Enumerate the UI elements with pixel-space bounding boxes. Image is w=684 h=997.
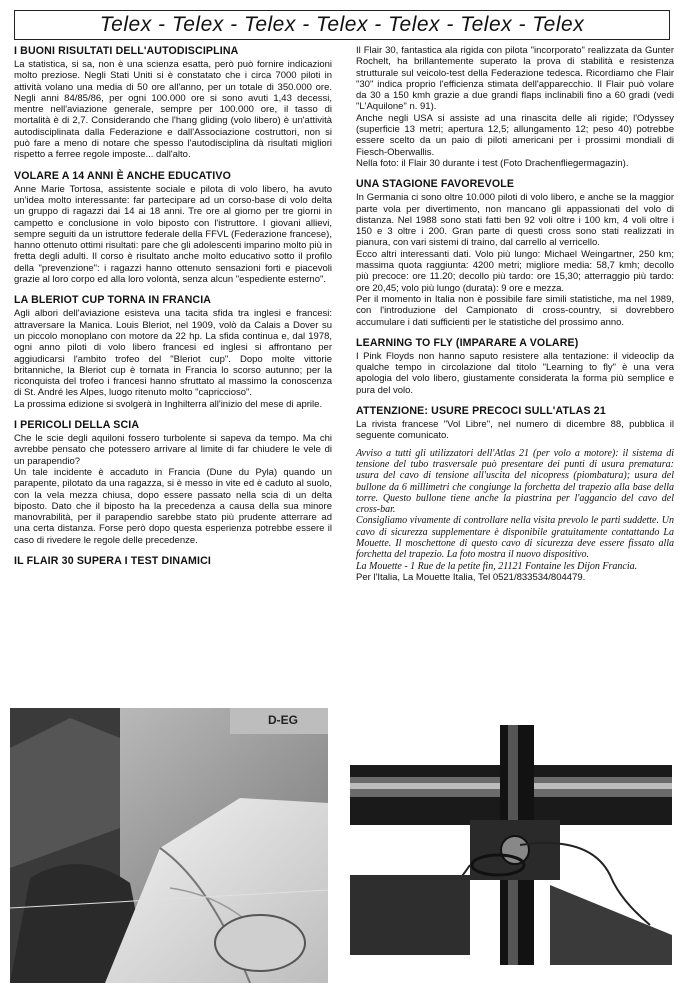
article-body: La rivista francese "Vol Libre", nel numero di dicembre 88, pubblica il seguente comunicato. [356,419,674,442]
article-pericoli-scia [14,419,332,546]
article-flair-30-continued [356,45,674,169]
article-body: La prossima edizione si svolgerà in Inghilterra all'inizio del mese di aprile. [14,398,323,410]
article-body: Per il momento in Italia non è possibile fare simili statistiche, ma nel 1989, con l'introduzione del Campionato di cross-country, si dovrebbero accumulare i dati sufficienti per le statistiche del prossimo anno. [356,293,674,328]
notice-text: Avviso a tutti gli utilizzatori dell'Atlas 21 (per volo a motore): il sistema di tensione del tubo trasversale può presentare dei punti di usura prematura: usura del cavo di tensione all'uscita del nicopress (piombatura); usura del bullone da 6 millimetri che congiunge la forchetta del trapezio alla base della torre. Questo bullone tiene anche la piastrina per l'aggancio del cavo del cross-bar. [356,447,674,516]
notice-text: Consigliamo vivamente di controllare nella visita prevolo le parti suddette. Un cavo di sicurezza supplementare è disponibile gratuitamente contattando La Mouette. Il moschettone di questo cavo di sicurezza deve essere fissato alla forchetta del trapezio. La foto mostra il nuovo dispositivo. [356,515,674,561]
left-column [14,45,332,569]
photo-caption: Nella foto: il Flair 30 durante i test (Foto Drachenfliegermagazin). [356,157,629,169]
article-learning-to-fly [356,337,674,396]
article-body: Agli albori dell'aviazione esisteva una tacita sfida tra inglesi e francesi: attraversare la Manica. Louis Bleriot, nel 1909, volò da Calais a Dover su un piccolo monoplano con motore da 22 hp. La sfida continua e, dal 1978, ogni anno piloti di volo libero francesi ed inglesi si affrontano per aggiudicarsi l'ambito trofeo del "Bleriot cup". Dopo molte vittorie britanniche, la Bleriot cup è tornata in Francia lo scorso autunno; per la riconquista del trofeo i francesi hanno sfruttato al massimo la conoscenza di St. André les Alpes, luogo ritenuto molto "capriccioso". [14,308,332,399]
article-body: I Pink Floyds non hanno saputo resistere alla tentazione: il videoclip da qualche tempo in circolazione dal titolo "Learning to fly" è una vera apologia del volo libero, giustamente considerata la forma più semplice e pura del volo. [356,350,674,396]
atlas-safety-cable-photo-graphic [350,725,672,965]
article-body: La statistica, si sa, non è una scienza esatta, però può fornire indicazioni molto preziose. Negli Stati Uniti si è constatato che i circa 7000 piloti in attività volano una media di 50 ore all'anno, per un totale di 350.000 ore. Negli anni 84/85/86, per ogni 100.000 ore si sono avuti 1,43 decessi, mentre nell'aviazione generale, sempre per 100.000 ore, il tasso di mortalità è di 2,7. Considerando che l'hang gliding (volo libero) è un'attività autodisciplinata dalla Federazione e dall'Associazione costruttori, non si può fare a meno di notare che spesso l'autodisciplina dà risultati migliori rispetto a ferree regole imposte... dall'alto. [14,59,332,161]
article-body: In Germania ci sono oltre 10.000 piloti di volo libero, e anche se la maggior parte vola per divertimento, non mancano gli appassionati del volo di distanza. Nel 1988 sono stati fatti ben 92 voli oltre i 100 km, 4 voli oltre i 150 e 3 oltre i 200. Gran parte di questi cross sono stati realizzati in pianura, con vari sistemi di traino, dal carrello al verricello. [356,192,674,249]
article-title: ATTENZIONE: USURE PRECOCI SULL'ATLAS 21 [356,405,606,418]
article-atlas-21 [356,405,674,583]
article-title: IL FLAIR 30 SUPERA I TEST DINAMICI [14,554,211,567]
article-title: VOLARE A 14 ANNI È ANCHE EDUCATIVO [14,169,231,182]
article-body: Anche negli USA si assiste ad una rinascita delle ali rigide; l'Odyssey (superficie 13 metri; apertura 12,5; allungamento 12; peso 40) potrebbe essere scelto da un paio di piloti americani per i prossimi mondiali di Fiesch-Oberwallis. [356,112,674,158]
flair-30-photo [10,708,328,983]
telex-banner: Telex - Telex - Telex - Telex - Telex - Telex - Telex [14,10,670,40]
notice-italy-contact: Per l'Italia, La Mouette Italia, Tel 0521/833534/804479. [356,571,586,583]
article-autodisciplina [14,45,332,161]
notice-address: La Mouette - 1 Rue de la petite fin, 21121 Fontaine les Dijon Francia. [356,560,638,572]
article-title: I BUONI RISULTATI DELL'AUTODISCIPLINA [14,45,239,57]
article-bleriot-cup [14,294,332,410]
article-title: I PERICOLI DELLA SCIA [14,419,140,432]
article-body: Il Flair 30, fantastica ala rigida con pilota "incorporato" realizzata da Gunter Rochelt, ha brillantemente superato la prova di stabilità e resistenza strutturale sul veicolo-test della Federazione tedesca. Ricordiamo che Flair "30" indica proprio l'efficienza stimata dell'apparecchio. Il Flair può volare da 30 a 150 kmh grazie a due grandi flaps inclinabili fino a 60 gradi (vedi "L'Aquilone" n. 91). [356,45,674,113]
article-flair-30 [14,555,332,567]
article-title: LA BLERIOT CUP TORNA IN FRANCIA [14,294,212,307]
right-column [356,45,674,592]
article-title: UNA STAGIONE FAVOREVOLE [356,178,515,191]
atlas-safety-cable-photo [350,725,672,965]
article-body: Che le scie degli aquiloni fossero turbolente si sapeva da tempo. Ma chi avrebbe pensato che potessero arrivare al limite di far chiudere le vele di un parapendio? [14,433,332,467]
aircraft-registration: D-EG [268,713,298,727]
article-volare-14 [14,170,332,286]
article-title: LEARNING TO FLY (IMPARARE A VOLARE) [356,336,579,349]
flair-30-photo-graphic [10,708,328,983]
article-body: Un tale incidente è accaduto in Francia (Dune du Pyla) quando un parapente, pilotato da una ragazza, si è messo in vite ed è caduto al suolo, con la vela mezza chiusa, dopo essere passato nella scia di un delta biposto. Dato che il biposto ha la precedenza a causa della sua minore manovrabilità, per il parapendio sarebbe stato più prudente atterrare ad una certa distanza. Forse però dopo questa esperienza potrebbe essere il caso di rivedere le regole delle precedenze. [14,466,332,546]
article-stagione-favorevole [356,178,674,328]
article-body: Ecco altri interessanti dati. Volo più lungo: Michael Weingartner, 250 km; massima quota raggiunta: 4200 metri; migliore media: 58,7 kmh; decollo più precoce: ore 11.20; decollo più tardo: ore 15,30; atterraggio più tardo: ore 20,45; volo più lungo (durata): 9 ore e mezza. [356,248,674,294]
article-body: Anne Marie Tortosa, assistente sociale e pilota di volo libero, ha avuto un'idea molto interessante: far partecipare ad un corso-base di volo delta un gruppo di ragazzi dai 14 ai 18 anni. Tre ore al giorno per tre giorni in campetto e conclusione in volo biposto con l'istruttore. I giovani allievi, sempre seguiti da un istruttore federale della FFVL (Federazione francese), hanno ottenuto ottimi risultati: pare che gli adolescenti imparino molto più in fretta degli adulti. Il corso è risultato anche molto educativo sotto il profilo della "prevenzione": i ragazzi hanno ottenuto sensazioni forti e piacevoli grazie al loro corpo ed alla loro volontà, senza alcun "espediente esterno". [14,183,332,286]
